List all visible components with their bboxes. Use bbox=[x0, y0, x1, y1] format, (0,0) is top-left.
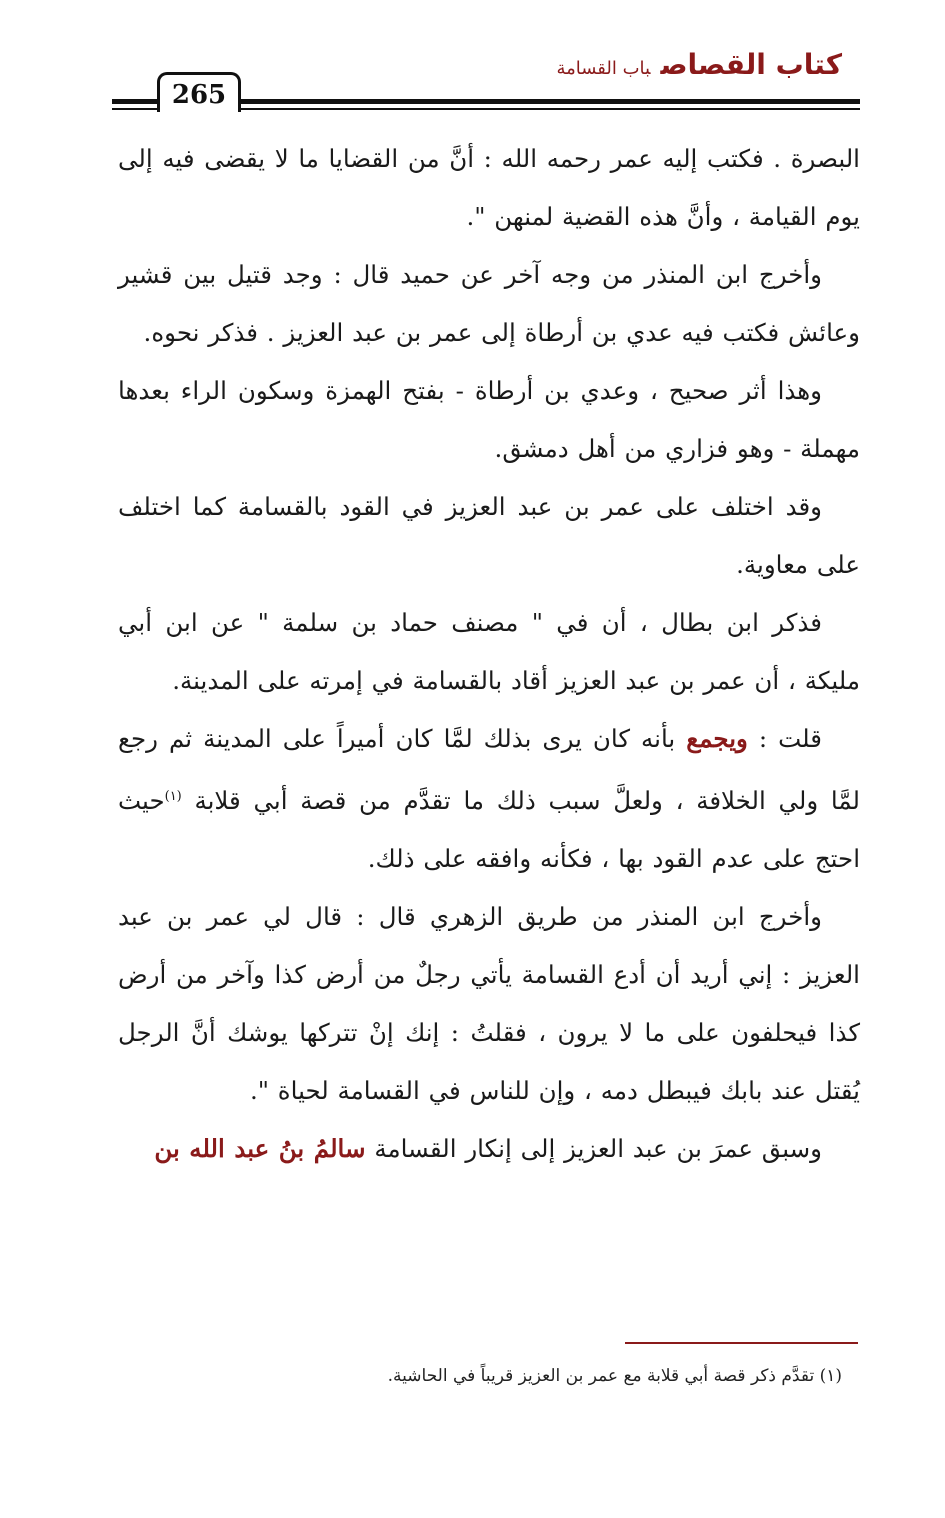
text-run: البصرة . فكتب إليه عمر رحمه الله : أنَّ من القضايا ما لا يقضى فيه إلى يوم القيامة ، وأنَّ هذه القضية لمنهن ". bbox=[118, 144, 860, 231]
page-header bbox=[0, 0, 945, 120]
text-run: وأخرج ابن المنذر من وجه آخر عن حميد قال : وجد قتيل بين قشير وعائش فكتب فيه عدي بن أرطاة إلى عمر بن عبد العزيز . فذكر نحوه. bbox=[118, 260, 860, 347]
text-run: وسبق عمرَ بن عبد العزيز إلى إنكار القسامة bbox=[365, 1134, 822, 1164]
text-run: وهذا أثر صحيح ، وعدي بن أرطاة - بفتح الهمزة وسكون الراء بعدها مهملة - وهو فزاري من أهل دمشق. bbox=[118, 376, 860, 463]
paragraph-p6 bbox=[118, 710, 860, 888]
text-run: وأخرج ابن المنذر من طريق الزهري قال : قال لي عمر بن عبد العزيز : إني أريد أن أدع القسامة يأتي رجلٌ من أرض كذا وآخر من أرض كذا فيحلفون على ما لا يرون ، فقلتُ : إنك إنْ تتركها يوشك أنَّ الرجل يُقتل عند بابك فيبطل دمه ، وإن للناس في القسامة لحياة ". bbox=[118, 902, 860, 1106]
paragraph-p7 bbox=[118, 888, 860, 1120]
paragraph-p8 bbox=[118, 1120, 860, 1178]
text-run: فذكر ابن بطال ، أن في " مصنف حماد بن سلمة " عن ابن أبي مليكة ، أن عمر بن عبد العزيز أقاد بالقسامة في إمرته على المدينة. bbox=[118, 608, 860, 695]
paragraph-p3 bbox=[118, 362, 860, 478]
running-title bbox=[556, 48, 842, 81]
highlighted-term: سالمُ بنُ عبد الله بن bbox=[154, 1134, 366, 1164]
paragraph-p5 bbox=[118, 594, 860, 710]
text-run: وقد اختلف على عمر بن عبد العزيز في القود بالقسامة كما اختلف على معاوية. bbox=[118, 492, 860, 579]
main-text bbox=[118, 130, 860, 1178]
paragraph-p1 bbox=[118, 130, 860, 246]
paragraph-p4 bbox=[118, 478, 860, 594]
footnote: (١) تقدَّم ذكر قصة أبي قلابة مع عمر بن العزيز قريباً في الحاشية. bbox=[387, 1366, 842, 1386]
book-title: كتاب القصاص bbox=[660, 48, 842, 81]
text-run: حيث احتج على عدم القود بها ، فكأنه وافقه على ذلك. bbox=[118, 786, 860, 874]
footnote-separator bbox=[625, 1342, 858, 1344]
footnote-ref: (١) bbox=[164, 789, 182, 804]
chapter-title: باب القسامة bbox=[556, 58, 651, 79]
paragraph-p2 bbox=[118, 246, 860, 362]
text-run: قلت : bbox=[747, 724, 822, 753]
text-run: بأنه كان يرى بذلك لمَّا كان أميراً على المدينة ثم رجع لمَّا ولي الخلافة ، ولعلَّ سبب ذلك ما تقدَّم من قصة أبي قلابة bbox=[118, 724, 860, 816]
highlighted-term: ويجمع bbox=[686, 724, 748, 753]
page-number: 265 bbox=[157, 72, 241, 112]
